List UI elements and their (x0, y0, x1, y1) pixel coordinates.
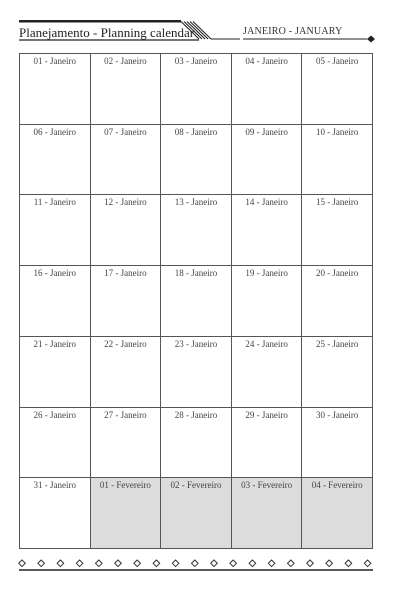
day-cell[interactable] (91, 54, 162, 125)
day-cell[interactable] (302, 408, 373, 479)
day-cell[interactable] (161, 478, 232, 549)
diamond-icon (192, 560, 199, 567)
day-label: 14 - Janeiro (245, 197, 288, 208)
day-label: 01 - Fevereiro (99, 480, 151, 491)
day-cell[interactable] (20, 408, 91, 479)
page-header (0, 0, 417, 50)
day-label: 09 - Janeiro (245, 126, 288, 137)
diamond-icon (38, 560, 45, 567)
day-cell[interactable] (232, 408, 303, 479)
day-cell[interactable] (91, 408, 162, 479)
diamond-icon (249, 560, 256, 567)
diamond-icon (345, 560, 352, 567)
day-label: 18 - Janeiro (174, 268, 218, 279)
day-cell[interactable] (232, 54, 303, 125)
day-label: 05 - Janeiro (315, 56, 359, 66)
day-label: 30 - Janeiro (315, 409, 359, 420)
day-label: 25 - Janeiro (315, 338, 359, 349)
diamond-icon (19, 560, 26, 567)
day-label: 31 - Janeiro (33, 480, 77, 491)
footer-ornament (0, 556, 417, 576)
day-label: 04 - Janeiro (245, 56, 288, 66)
day-label: 01 - Janeiro (33, 56, 77, 66)
diamond-icon (134, 560, 141, 567)
day-cell[interactable] (232, 478, 303, 549)
day-label: 04 - Fevereiro (311, 480, 363, 491)
day-label: 28 - Janeiro (174, 409, 218, 420)
day-cell[interactable] (20, 478, 91, 549)
day-label: 24 - Janeiro (245, 338, 288, 349)
day-label: 11 - Janeiro (33, 197, 76, 208)
day-label: 02 - Fevereiro (170, 480, 222, 491)
day-cell[interactable] (161, 195, 232, 266)
day-cell[interactable] (91, 266, 162, 337)
diamond-icon (307, 560, 314, 567)
day-cell[interactable] (302, 478, 373, 549)
day-label: 15 - Janeiro (315, 197, 359, 208)
day-cell[interactable] (161, 266, 232, 337)
day-label: 13 - Janeiro (174, 197, 218, 208)
diamond-icon (367, 36, 375, 43)
day-label: 03 - Janeiro (174, 56, 218, 66)
day-cell[interactable] (232, 125, 303, 196)
day-cell[interactable] (20, 54, 91, 125)
day-label: 27 - Janeiro (104, 409, 147, 420)
month-label: JANEIRO - JANUARY (243, 26, 343, 37)
day-label: 12 - Janeiro (104, 197, 147, 208)
day-cell[interactable] (232, 195, 303, 266)
diamond-icon (364, 560, 371, 567)
day-cell[interactable] (302, 125, 373, 196)
diamond-icon (326, 560, 333, 567)
day-cell[interactable] (232, 337, 303, 408)
day-label: 17 - Janeiro (104, 268, 147, 279)
day-cell[interactable] (302, 195, 373, 266)
diamond-icon (172, 560, 179, 567)
diamond-icon (57, 560, 64, 567)
diamond-icon (153, 560, 160, 567)
day-label: 08 - Janeiro (174, 126, 218, 137)
day-label: 10 - Janeiro (315, 126, 359, 137)
day-label: 03 - Fevereiro (241, 480, 293, 491)
day-label: 29 - Janeiro (245, 409, 288, 420)
day-cell[interactable] (91, 125, 162, 196)
diamond-icon (96, 560, 103, 567)
day-cell[interactable] (20, 266, 91, 337)
day-cell[interactable] (161, 125, 232, 196)
day-cell[interactable] (91, 478, 162, 549)
day-label: 19 - Janeiro (245, 268, 288, 279)
diamond-icon (115, 560, 122, 567)
diamond-icon (230, 560, 237, 567)
day-label: 22 - Janeiro (104, 338, 147, 349)
day-cell[interactable] (20, 125, 91, 196)
day-label: 02 - Janeiro (104, 56, 147, 66)
day-cell[interactable] (302, 266, 373, 337)
day-label: 16 - Janeiro (33, 268, 77, 279)
day-label: 20 - Janeiro (315, 268, 359, 279)
diamond-icon (76, 560, 83, 567)
day-label: 23 - Janeiro (174, 338, 218, 349)
day-cell[interactable] (161, 408, 232, 479)
diamond-icon (268, 560, 275, 567)
diamond-icon (288, 560, 295, 567)
calendar-grid (19, 53, 373, 549)
day-cell[interactable] (20, 195, 91, 266)
day-cell[interactable] (91, 337, 162, 408)
day-label: 26 - Janeiro (33, 409, 77, 420)
day-label: 21 - Janeiro (33, 338, 77, 349)
day-cell[interactable] (232, 266, 303, 337)
day-cell[interactable] (91, 195, 162, 266)
day-label: 07 - Janeiro (104, 126, 147, 137)
day-label: 06 - Janeiro (33, 126, 77, 137)
day-cell[interactable] (302, 54, 373, 125)
title-top-rule (19, 20, 181, 23)
day-cell[interactable] (302, 337, 373, 408)
diamond-icon (211, 560, 218, 567)
day-cell[interactable] (161, 337, 232, 408)
day-cell[interactable] (161, 54, 232, 125)
page-title: Planejamento - Planning calendar (19, 25, 195, 40)
day-cell[interactable] (20, 337, 91, 408)
